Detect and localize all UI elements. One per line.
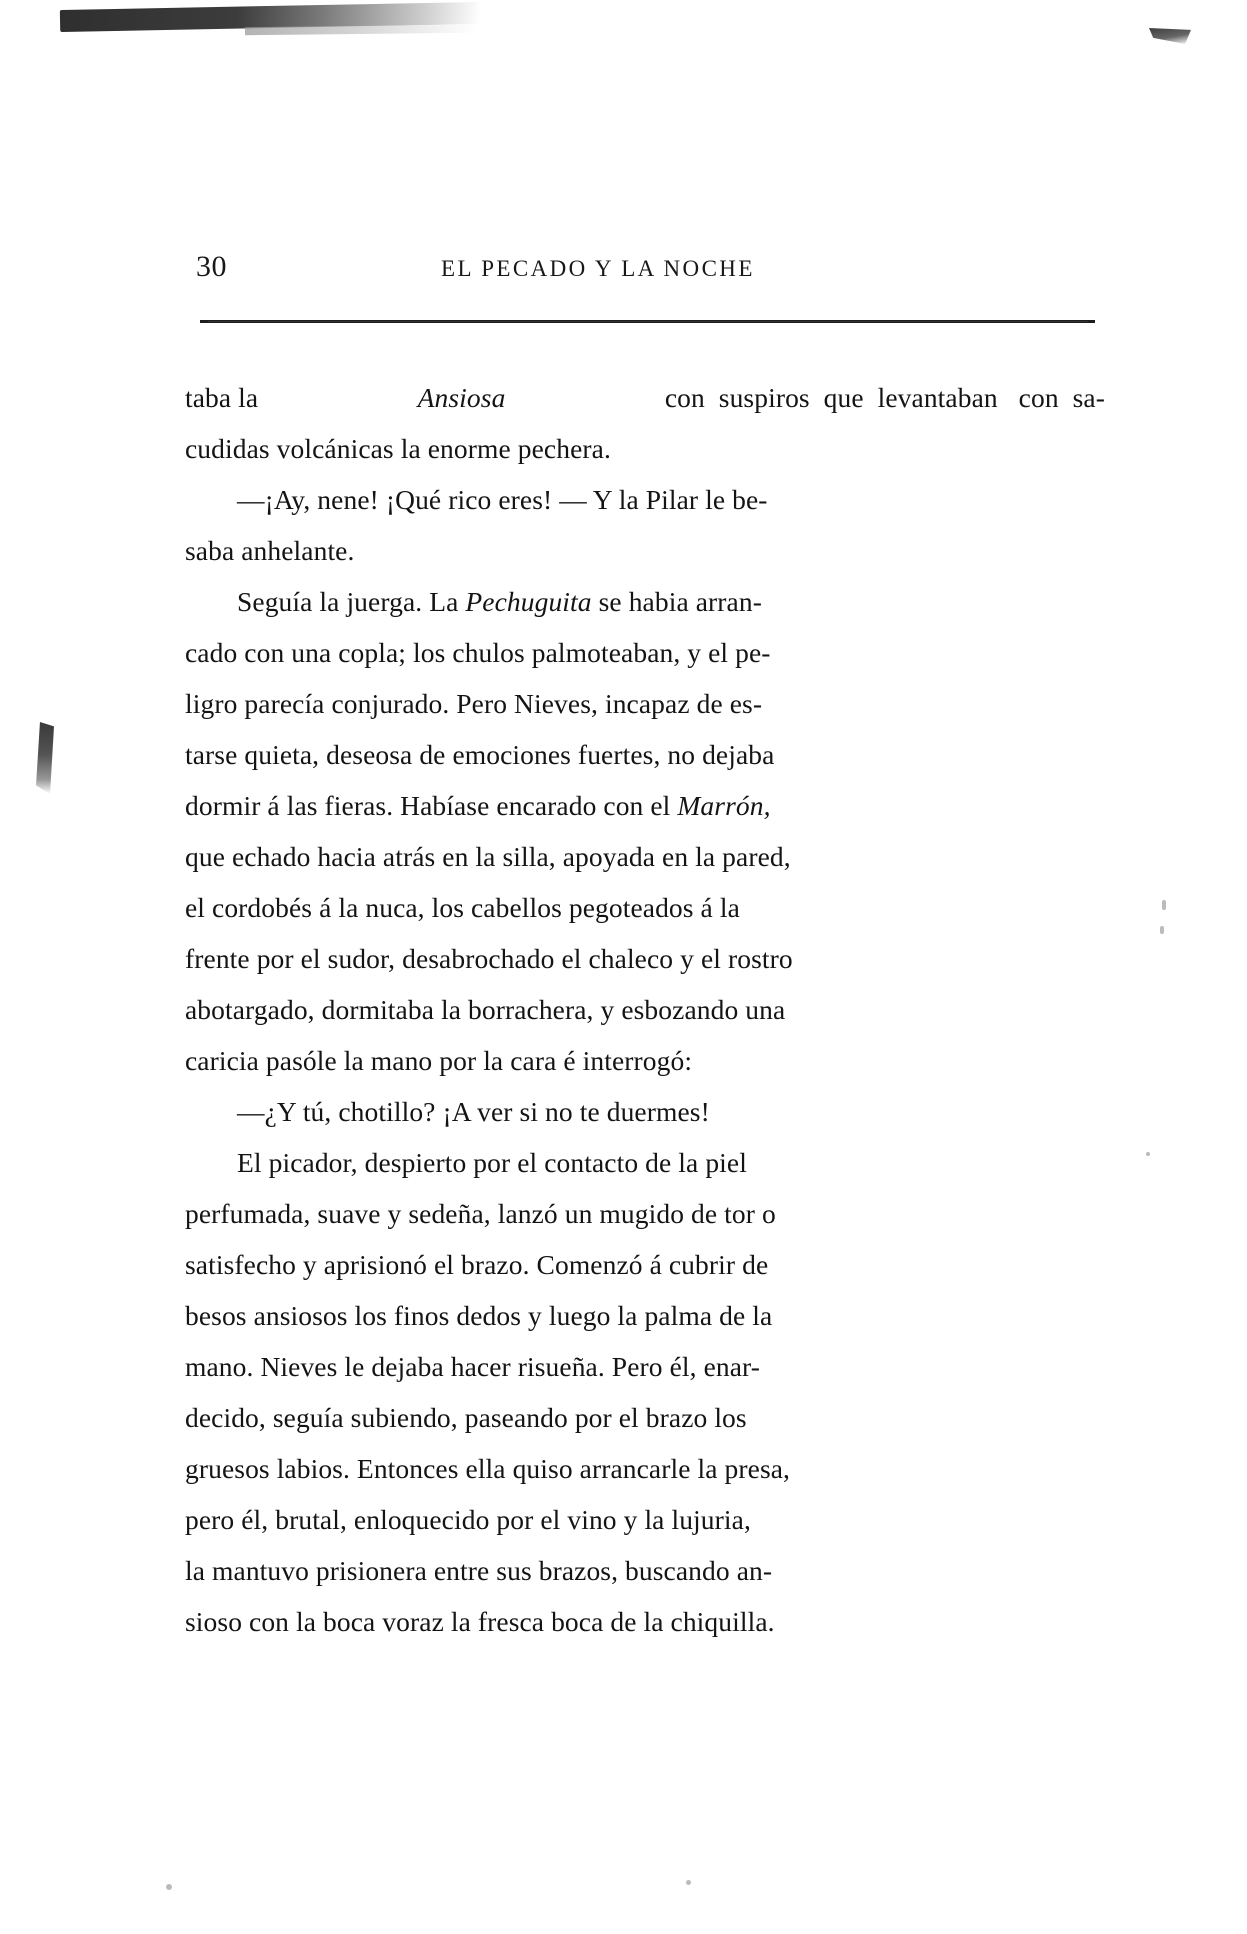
- scan-artifact-top-right-mark: [1149, 28, 1191, 44]
- paragraph-2: [185, 474, 1105, 576]
- text-line: ligro parecía conjurado. Pero Nieves, incapaz de es-: [185, 688, 763, 719]
- text-line: Seguía la juerga. La Pechuguita se habia arran-: [237, 586, 762, 617]
- text-line: sioso con la boca voraz la fresca boca de la chiquilla.: [185, 1606, 775, 1637]
- scan-artifact-top-streak: [245, 25, 475, 35]
- text-line: saba anhelante.: [185, 535, 355, 566]
- text-line: abotargado, dormitaba la borrachera, y esbozando una: [185, 994, 786, 1025]
- text-line: mano. Nieves le dejaba hacer risueña. Pero él, enar-: [185, 1351, 761, 1382]
- text-line: —¡Ay, nene! ¡Qué rico eres! — Y la Pilar le be-: [237, 484, 768, 515]
- page-body: [185, 372, 1105, 1647]
- text-line: besos ansiosos los finos dedos y luego la palma de la: [185, 1300, 773, 1331]
- text-line: taba la Ansiosa con suspiros que levantaban con sa-: [185, 382, 1105, 413]
- text-line: gruesos labios. Entonces ella quiso arrancarle la presa,: [185, 1453, 791, 1484]
- scan-artifact-left-margin-mark: [36, 722, 54, 794]
- scan-speck-right: [1146, 1152, 1150, 1156]
- text-line: la mantuvo prisionera entre sus brazos, buscando an-: [185, 1555, 773, 1586]
- text-line: frente por el sudor, desabrochado el chaleco y el rostro: [185, 943, 793, 974]
- text-line: cudidas volcánicas la enorme pechera.: [185, 433, 611, 464]
- text-line: caricia pasóle la mano por la cara é interrogó:: [185, 1045, 693, 1076]
- paragraph-4: [185, 1086, 1105, 1137]
- scan-speck-right-upper: [1162, 900, 1166, 910]
- scan-speck-right-lower: [1160, 926, 1164, 934]
- paragraph-3: [185, 576, 1105, 1086]
- header-rule: [200, 320, 1095, 323]
- scan-speck-bottom-center: [686, 1880, 691, 1885]
- running-title: EL PECADO Y LA NOCHE: [441, 256, 755, 281]
- page-header: [196, 250, 1101, 290]
- paragraph-5: [185, 1137, 1105, 1647]
- text-line: decido, seguía subiendo, paseando por el brazo los: [185, 1402, 747, 1433]
- text-line: perfumada, suave y sedeña, lanzó un mugido de tor o: [185, 1198, 776, 1229]
- text-line: tarse quieta, deseosa de emociones fuertes, no dejaba: [185, 739, 775, 770]
- text-line: cado con una copla; los chulos palmoteaban, y el pe-: [185, 637, 771, 668]
- text-line: El picador, despierto por el contacto de la piel: [237, 1147, 747, 1178]
- text-line: dormir á las fieras. Habíase encarado con el Marrón,: [185, 790, 771, 821]
- paragraph-1: [185, 372, 1105, 474]
- text-line: que echado hacia atrás en la silla, apoyada en la pared,: [185, 841, 791, 872]
- text-line: el cordobés á la nuca, los cabellos pegoteados á la: [185, 892, 740, 923]
- page-number: 30: [196, 250, 227, 283]
- text-line: pero él, brutal, enloquecido por el vino y la lujuria,: [185, 1504, 751, 1535]
- text-line: —¿Y tú, chotillo? ¡A ver si no te duermes!: [237, 1096, 710, 1127]
- text-line: satisfecho y aprisionó el brazo. Comenzó á cubrir de: [185, 1249, 769, 1280]
- scan-speck-bottom-left: [166, 1884, 172, 1890]
